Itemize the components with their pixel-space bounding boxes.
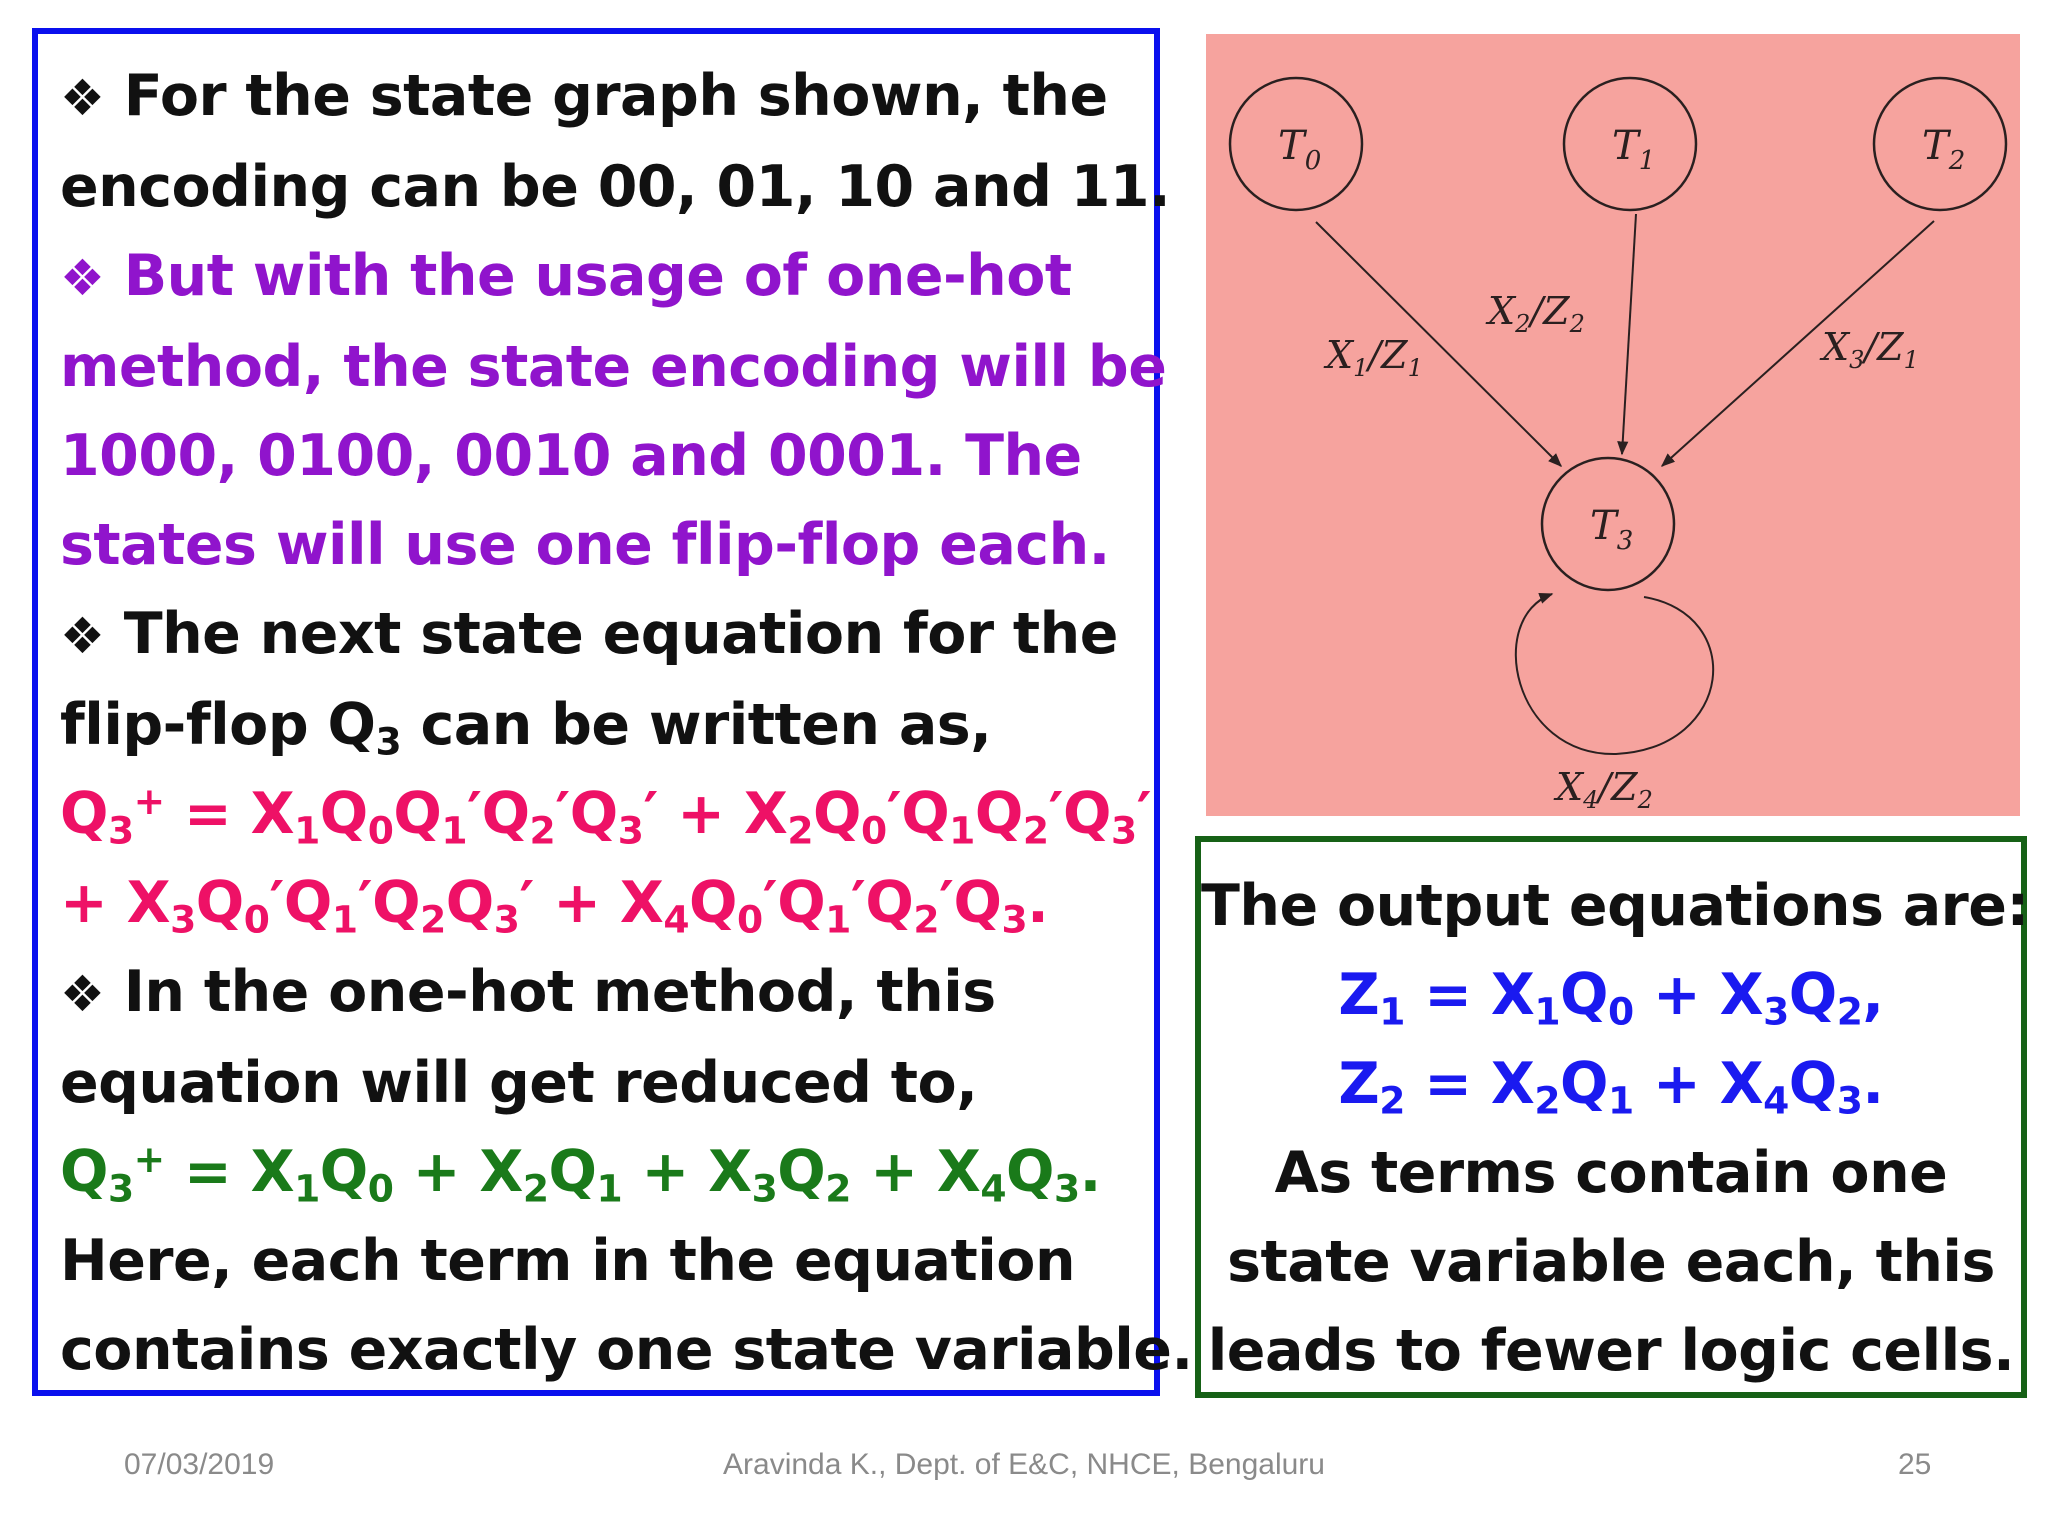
diamond-bullet-icon: ❖ — [60, 965, 105, 1023]
right-conclusion-line-1: As terms contain one — [1274, 1140, 1948, 1206]
right-conclusion-line-3: leads to fewer logic cells. — [1207, 1318, 2015, 1384]
footer-date: 07/03/2019 — [124, 1448, 275, 1481]
bullet-3-line-1: ❖ The next state equation for the — [60, 601, 1118, 667]
footer-author: Aravinda K., Dept. of E&C, NHCE, Bengaluru — [723, 1448, 1325, 1481]
bullet-4-line-1: ❖ In the one-hot method, this — [60, 959, 996, 1025]
state-t3 — [1542, 458, 1674, 590]
bullet-1-line-1: ❖ For the state graph shown, the — [60, 63, 1108, 129]
output-equation-z1: $Z_1 = X_1Q_0 + X_3Q_2$, — [1338, 962, 1884, 1034]
state-t2 — [1874, 78, 2006, 210]
conclusion-line-1: Here, each term in the equation — [60, 1228, 1076, 1294]
bullet-2-line-3: 1000, 0100, 0010 and 0001. The — [60, 423, 1082, 489]
edge-label-x4-z2: $X_4/Z_2$ — [1556, 765, 1653, 814]
footer-page-number: 25 — [1898, 1448, 1932, 1481]
state-t1 — [1564, 78, 1696, 210]
bullet-4-line-2: equation will get reduced to, — [60, 1050, 978, 1116]
right-text-block — [1201, 862, 2029, 1396]
edge-t1-t3 — [1622, 214, 1636, 454]
edge-label-x3-z1: $X_3/Z_1$ — [1822, 325, 1919, 374]
reduced-equation: $Q_3^+ = X_1Q_0 + X_2Q_1 + X_3Q_2 + X_4Q_3$. — [60, 1137, 1101, 1211]
state-t0-label: $T_0$ — [1278, 123, 1322, 176]
full-equation-line-2: + $X_3Q_0'Q_1'Q_2Q_3' + X_4Q_0'Q_1'Q_2'Q_3$. — [60, 870, 1049, 942]
bullet-1-line-2: encoding can be 00, 01, 10 and 11. — [60, 154, 1171, 220]
state-t2-label: $T_2$ — [1922, 123, 1966, 176]
state-graph-diagram — [1206, 34, 2020, 816]
edge-label-x1-z1: $X_1/Z_1$ — [1326, 333, 1423, 382]
diamond-bullet-icon: ❖ — [60, 249, 105, 307]
bullet-2-line-4: states will use one flip-flop each. — [60, 512, 1110, 578]
state-t3-label: $T_3$ — [1590, 503, 1634, 556]
left-text-block — [60, 52, 1193, 1395]
right-content-box — [1195, 836, 2027, 1398]
bullet-3-line-2: flip-flop $Q_3$ can be written as, — [60, 692, 992, 764]
left-content-box — [32, 28, 1193, 1396]
bullet-2-line-2: method, the state encoding will be — [60, 334, 1167, 400]
output-equations-heading: The output equations are: — [1201, 873, 2029, 939]
edge-label-x2-z2: $X_2/Z_2$ — [1488, 289, 1585, 338]
output-equation-z2: $Z_2 = X_2Q_1 + X_4Q_3$. — [1338, 1051, 1884, 1123]
right-conclusion-line-2: state variable each, this — [1227, 1229, 1995, 1295]
diamond-bullet-icon: ❖ — [60, 69, 105, 127]
full-equation-line-1: $Q_3^+ = X_1Q_0Q_1'Q_2'Q_3' + X_2Q_0'Q_1Q_2'Q_3'$ — [60, 779, 1152, 853]
state-t0 — [1230, 78, 1362, 210]
conclusion-line-2: contains exactly one state variable. — [60, 1317, 1193, 1383]
self-loop-t3 — [1516, 594, 1713, 754]
bullet-2-line-1: ❖ But with the usage of one-hot — [60, 243, 1072, 309]
state-t1-label: $T_1$ — [1612, 123, 1656, 176]
diamond-bullet-icon: ❖ — [60, 607, 105, 665]
